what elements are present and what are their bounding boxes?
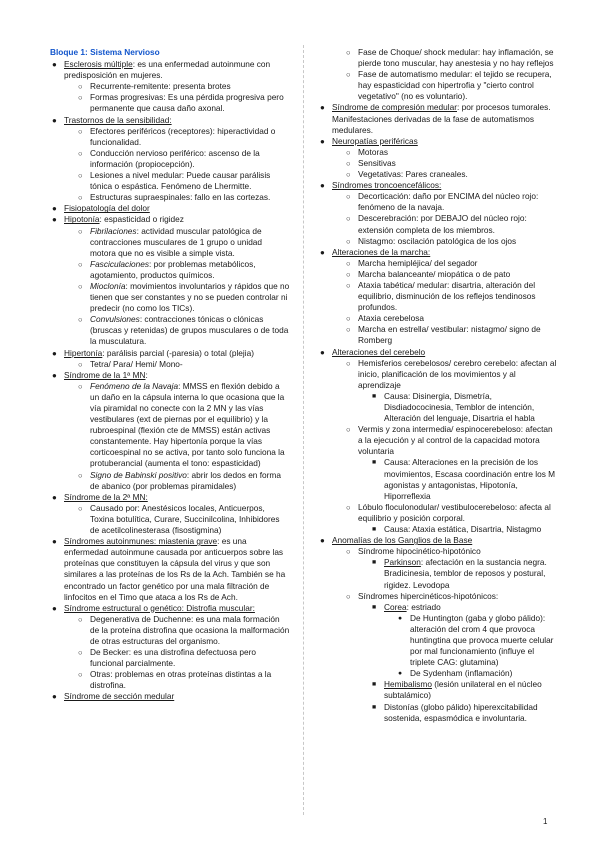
list-item [50,148,290,170]
list-item-text: Degenerativa de Duchenne: es una mala formación de la proteína distrofina que ocasiona la malformación de otras estructuras del organismo. [90,613,290,646]
list-item-text: Esclerosis múltiple [64,59,133,70]
list-item-text: Causado por: Anestésicos locales, Anticuerpos, Toxina botulítica, Curare, Succinilcolina, Inhibidores de acetilcolinesterasa (fisostigmina) [90,502,280,536]
list-item-text: Convulsiones [90,314,140,325]
bullet-icon: ● [320,181,325,191]
list-item-text: De Huntington (gaba y globo pálido): alteración del crom 4 que provoca huntingtina que provoca muerte celular por mal funcionamiento (influye el triplete CAG: glutamina) [410,612,554,668]
bullet-icon: ○ [78,226,83,236]
list-item-text: Tetra/ Para/ Hemi/ Mono- [90,358,183,369]
list-item-text: Síndromes troncoencefálicos: [332,180,442,191]
list-item-text: Parkinson [384,557,421,568]
bullet-icon: ● [52,603,57,613]
list-item-text: Marcha en estrella/ vestibular: nistagmo/ signo de Romberg [358,324,541,346]
bullet-icon: ● [52,537,57,547]
bullet-icon: ● [320,536,325,546]
list-item [50,214,290,225]
bullet-icon: ● [52,204,57,214]
list-item-text: Síndrome estructural o genético: Distrofia muscular: [64,602,255,613]
bullet-icon: ● [398,670,403,678]
list-item-text: Hemisferios cerebelosos/ cerebro cerebelo: afectan al inicio, planificación de los movimientos y al aprendizaje [358,357,557,390]
list-item-text: : es una enfermedad autoinmune con predisposición en mujeres. [64,59,271,81]
bullet-icon: ○ [78,126,83,136]
bullet-icon: ○ [346,48,351,57]
list-item [318,502,558,524]
bullet-icon: ○ [346,425,351,435]
bullet-icon: ○ [78,82,83,92]
list-item [50,259,290,281]
list-item-text: Recurrente-remitente: presenta brotes [90,81,231,92]
bullet-icon: ■ [372,459,377,467]
list-item [50,92,290,114]
list-item-text: Marcha hemipléjica/ del segador [358,257,478,268]
list-item [318,180,558,191]
list-item-text: Marcha balanceante/ miopática o de pato [358,268,511,279]
list-item [50,492,290,503]
list-item-text: De Sydenham (inflamación) [410,668,513,679]
list-item [318,424,558,457]
list-item [318,457,558,501]
list-item-text: Fenómeno de la Navaja [90,380,179,391]
list-item-text: Nistagmo: oscilación patológica de los ojos [358,235,517,246]
list-item [318,136,558,147]
list-item-text: De Becker: es una distrofina defectuosa pero funcional parcialmente. [90,647,257,669]
bullet-icon: ○ [346,314,351,324]
list-item [50,470,290,492]
list-item [318,679,558,701]
list-item-text: Formas progresivas: Es una pérdida progresiva pero permanente que causa daño axonal. [90,92,284,114]
list-item-text: Síndrome de sección medular [64,691,175,702]
list-item-text: Motoras [358,146,388,157]
list-item-text: Hipotonía [64,214,100,225]
bullet-icon: ○ [346,269,351,279]
list-item [318,69,558,102]
list-item-text: Otras: problemas en otras proteínas distintas a la distrofina. [90,669,272,691]
bullet-icon: ○ [78,381,83,391]
list-item-text: Síndrome de compresión medular [332,102,457,113]
list-item-text: Sensitivas [358,157,396,168]
list-item-text: Lóbulo floculonodular/ vestibulocerebeloso: afecta al equilibrio y posición corporal. [358,501,551,523]
list-item-text: Fase de automatismo medular: el tejido se recupera, hay espasticidad con hipertrofia y "cierto control vegetativo" (no es voluntario). [358,69,552,102]
list-item [318,247,558,258]
list-item-text: Hipertonía [64,347,103,358]
list-item-text: Causa: Disinergia, Dismetría, Disdiadococinesia, Temblor de intención, Alteración del lenguaje, Disartria el habla [384,390,535,424]
list-item-text: : contracciones tónicas o clónicas (bruscas y retenidas) de grupos musculares o de toda la musculatura. [90,314,289,347]
list-item-text: : espasticidad o rigidez [99,214,184,225]
bullet-icon: ● [320,103,325,113]
bullet-icon: ● [52,370,57,380]
list-item-text: Decorticación: daño por ENCIMA del núcleo rojo: fenómeno de la navaja. [358,191,539,213]
list-item-text: Neuropatías periféricas [332,135,418,146]
list-item-text: Descerebración: por DEBAJO del núcleo rojo: extensión completa de los miembros. [358,213,527,235]
list-item-text: Ataxia tabética/ medular: disartria, alteración del equilibrio, disminución de los reflejos tendinosos profundos. [358,279,536,313]
list-item-text: Causa: Ataxia estática, Disartria, Nistagmo [384,524,542,535]
bullet-icon: ● [398,614,403,622]
bullet-icon: ○ [346,358,351,368]
list-item-text: : por problemas metabólicos, agotamiento, productos químicos. [90,258,256,280]
list-item [50,314,290,347]
list-item [318,546,558,557]
list-item [318,313,558,324]
list-item-text: Síndrome hipocinético-hipotónico [358,546,481,557]
list-item-text: Corea [384,601,407,612]
list-item [50,126,290,148]
bullet-icon: ○ [346,158,351,168]
bullet-icon: ○ [78,193,83,203]
list-item [50,381,290,470]
list-item [50,614,290,647]
page-number: 1 [543,817,548,826]
list-item [318,347,558,358]
list-item-text: Efectores periféricos (receptores): hiperactividad o funcionalidad. [90,125,276,147]
bullet-icon: ● [52,115,57,125]
bullet-icon: ○ [346,70,351,80]
bullet-icon: ■ [372,681,377,689]
bullet-icon: ■ [372,526,377,534]
bullet-icon: ○ [78,670,83,680]
list-item-text: Estructuras supraespinales: fallo en las cortezas. [90,192,271,203]
list-item-text: : parálisis parcial (-paresia) o total (plejia) [102,347,254,358]
list-item [318,169,558,180]
list-item [318,535,558,546]
list-item-text: : movimientos involuntarios y rápidos que no tienen que ser constantes y no se pueden controlar ni predecir (no como los TICs). [90,280,290,314]
list-item [50,536,290,603]
list-item [318,602,558,613]
list-item [318,524,558,535]
bullet-icon: ○ [78,281,83,291]
bullet-icon: ○ [346,280,351,290]
bullet-icon: ○ [346,258,351,268]
list-item-text: (lesión unilateral en el núcleo subtalámico) [384,679,542,701]
list-item-text: Trastornos de la sensibilidad: [64,114,172,125]
bullet-icon: ● [52,492,57,502]
list-item-text: Hemibalismo [384,679,432,690]
list-item-text: Fibrilaciones [90,225,137,236]
list-item [318,613,558,668]
bullet-icon: ○ [78,315,83,325]
bullet-icon: ○ [78,359,83,369]
list-item [50,192,290,203]
list-item [318,591,558,602]
list-item [50,691,290,702]
bullet-icon: ● [320,347,325,357]
list-item [318,324,558,346]
list-item [318,147,558,158]
list-item-text: Alteraciones de la marcha: [332,246,431,257]
bullet-icon: ○ [78,614,83,624]
bullet-icon: ○ [346,170,351,180]
list-item [50,170,290,192]
bullet-icon: ○ [346,192,351,202]
list-item-text: Alteraciones del cerebelo [332,346,426,357]
list-item-text: : es una enfermedad autoinmune causada por anticuerpos sobre las proteínas que constituyen la cápsula del virus y que son similares a las proteínas de los Rs de la Ach. También se ha encontrado un factor genético por una mala filtración de linfocitos en el Timo que ataca a los Rs de Ach. [64,536,286,602]
list-item-text: Conducción nervioso periférico: ascenso de la información (propiocepción). [90,147,260,169]
list-item-text: Síndrome de la 1ª MN [64,369,146,380]
right-column [318,47,558,724]
bullet-icon: ○ [346,214,351,224]
bullet-icon: ○ [346,591,351,601]
bullet-icon: ○ [78,148,83,158]
list-item [318,269,558,280]
bullet-icon: ● [52,215,57,225]
left-column [50,47,290,703]
bullet-icon: ○ [346,547,351,557]
list-item [318,47,558,69]
list-item [318,213,558,235]
page-title: Bloque 1: Sistema Nervioso [50,47,160,57]
bullet-icon: ○ [78,470,83,480]
bullet-icon: ○ [78,259,83,269]
list-item-text: Lesiones a nivel medular: Puede causar parálisis tónica o espástica. Fenómeno de Lhermitte. [90,170,271,192]
list-item-text: Ataxia cerebelosa [358,313,424,324]
list-item [318,557,558,590]
list-item-text: Síndromes autoinmunes: miastenia grave [64,536,218,547]
list-item-text: Vegetativas: Pares craneales. [358,169,468,180]
list-item-text: : MMSS en flexión debido a un daño en la cápsula interna lo que ocasiona que la vía piramidal no conecte con la 2 MN y las vías vestibulares (ext de piernas por el equilibrio) y la rubroespinal (flexión cte de MMSS) están activas constantemente. Hay hipertonía porque la vías corticoespinal no se activa, por tanto solo funciona la protuberancial (aumenta el tono: espasticidad) [90,380,285,469]
list-item [318,280,558,313]
bullet-icon: ■ [372,559,377,567]
column-divider [303,45,304,815]
list-item-text: Signo de Babinski positivo [90,469,187,480]
list-item [318,236,558,247]
list-item-text: Mioclonía [90,280,126,291]
list-item [318,668,558,679]
bullet-icon: ■ [372,603,377,611]
list-item [318,102,558,135]
list-item-text: : actividad muscular patológica de contracciones musculares de 1 grupo o unidad motora que no es visible a simple vista. [90,225,263,258]
list-item [318,191,558,213]
list-item [50,115,290,126]
list-item [50,226,290,259]
list-item [50,59,290,81]
list-item [50,359,290,370]
list-item-text: Causa: Alteraciones en la precisión de los movimientos, Escasa coordinación entre los M agonistas y antagonistas, Hipotonía, Hiporreflexia [384,457,556,501]
list-item [50,203,290,214]
list-item-text: : por procesos tumorales. Manifestaciones derivadas de la fase de automatismos medulares. [332,102,551,135]
bullet-icon: ● [52,348,57,358]
list-item-text: : afectación en la sustancia negra. Bradicinesia, temblor de reposos y postural, rigidez. Levodopa [384,557,547,590]
list-item-text: Fase de Choque/ shock medular: hay inflamación, se pierde tono muscular, hay anestesia y no hay reflejos [358,47,554,69]
list-item [50,281,290,314]
bullet-icon: ○ [78,648,83,658]
list-item-text: Fisiopatología del dolor [64,203,150,214]
bullet-icon: ○ [346,236,351,246]
bullet-icon: ○ [78,503,83,513]
bullet-icon: ● [320,247,325,257]
list-item-text: : [145,369,148,380]
bullet-icon: ○ [346,502,351,512]
list-item [318,258,558,269]
list-item [50,81,290,92]
bullet-icon: ○ [346,325,351,335]
bullet-icon: ○ [78,93,83,103]
list-item [318,158,558,169]
list-item [50,669,290,691]
list-item-text: Síndromes hipercinéticos-hipotónicos: [358,590,499,601]
list-item [50,348,290,359]
list-item-text: Síndrome de la 2ª MN: [64,491,148,502]
bullet-icon: ● [52,692,57,702]
bullet-icon: ● [320,136,325,146]
list-item-text: Distonías (globo pálido) hiperexcitabilidad sostenida, espasmódica e involuntaria. [384,701,538,723]
list-item [50,603,290,614]
list-item [318,358,558,391]
bullet-icon: ■ [372,703,377,711]
list-item [50,503,290,536]
bullet-icon: ■ [372,392,377,400]
list-item-text: Anomalías de los Ganglios de la Base [332,535,473,546]
list-item [318,702,558,724]
list-item [50,370,290,381]
list-item-text: : abrir los dedos en forma de abanico (por problemas piramidales) [90,469,281,491]
bullet-icon: ○ [346,147,351,157]
list-item-text: Vermis y zona intermedia/ espinocerebeloso: afectan a la ejecución y al control de la capacidad motora voluntaria [358,424,553,457]
list-item-text: : estriado [406,601,441,612]
list-item-text: Fasciculaciones [90,258,150,269]
bullet-icon: ○ [78,171,83,181]
list-item [318,391,558,424]
bullet-icon: ● [52,60,57,70]
list-item [50,647,290,669]
